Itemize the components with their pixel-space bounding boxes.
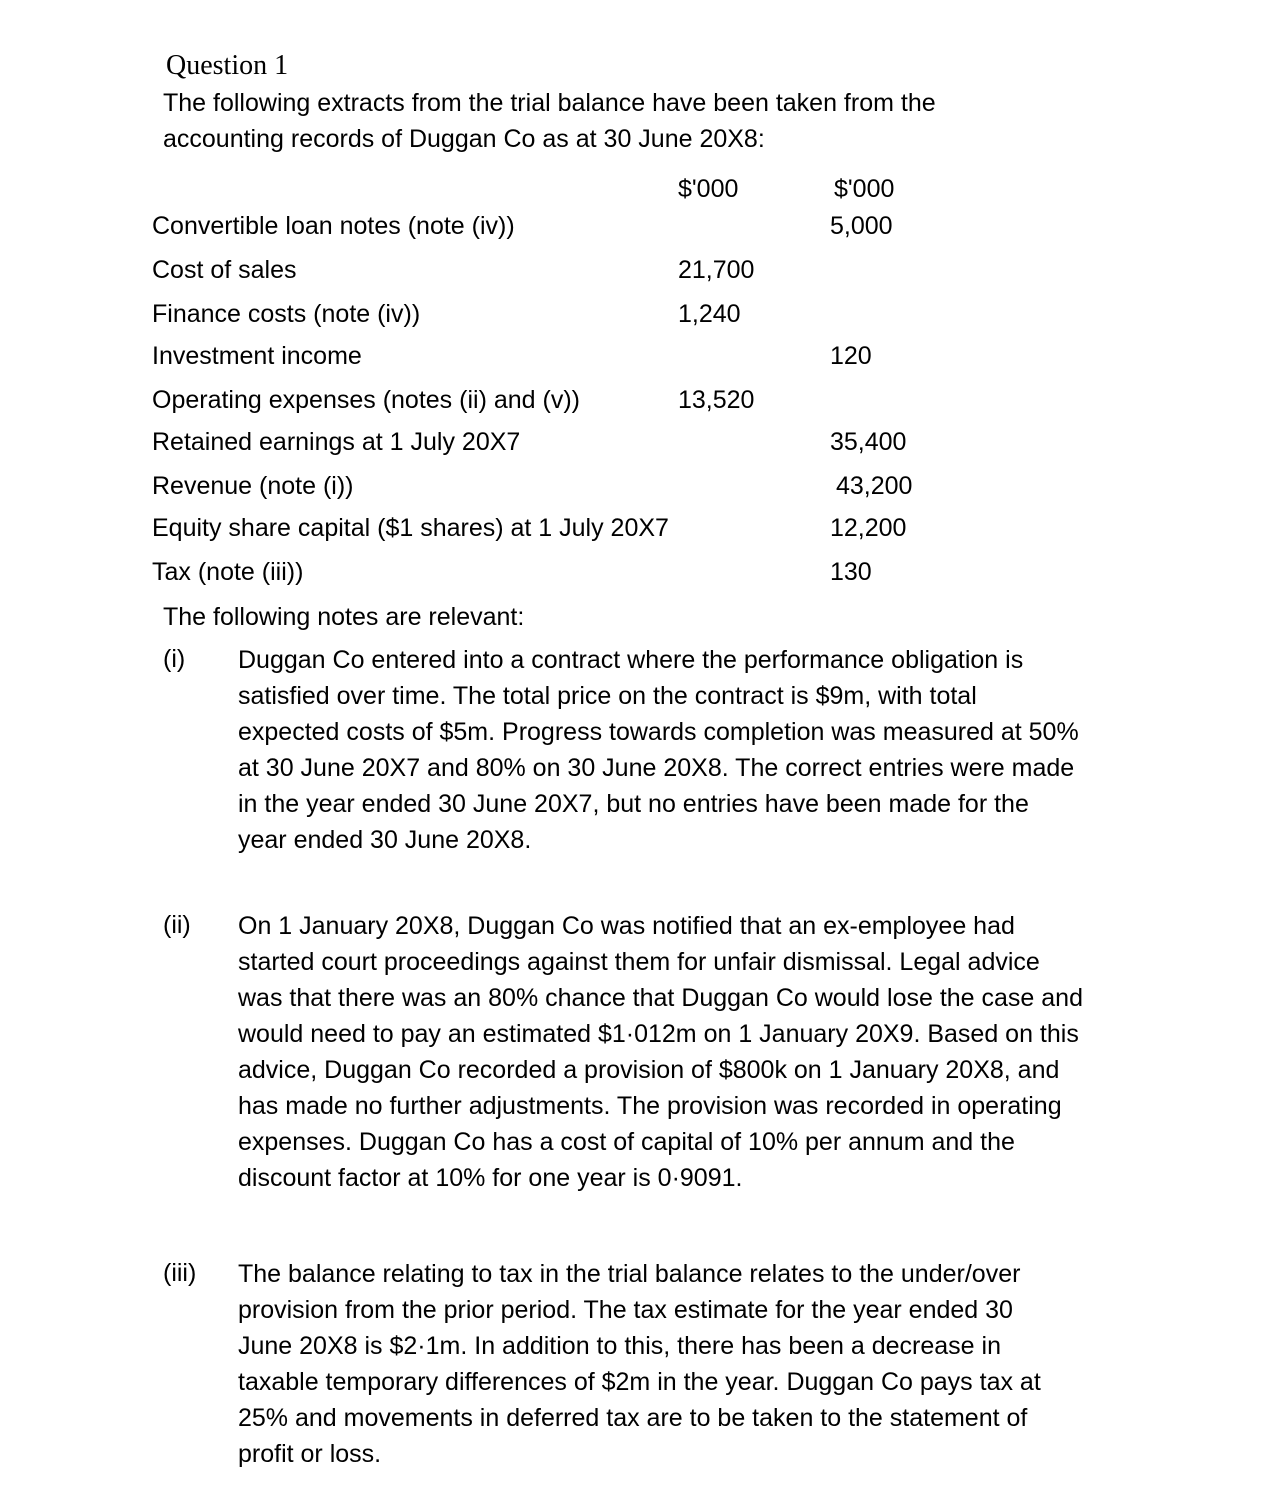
note-marker: (i) — [163, 645, 186, 673]
note-line: 25% and movements in deferred tax are to be taken to the statement of — [238, 1404, 1028, 1432]
debit-column-header: $'000 — [678, 175, 739, 203]
note-line: profit or loss. — [238, 1440, 382, 1468]
note-body — [238, 908, 1148, 1196]
note-line: On 1 January 20X8, Duggan Co was notified that an ex-employee had — [238, 912, 1015, 940]
trial-balance-credit-value: 120 — [830, 342, 872, 370]
note-line: Duggan Co entered into a contract where the performance obligation is — [238, 646, 1024, 674]
note-line: year ended 30 June 20X8. — [238, 826, 532, 854]
trial-balance-row-label: Tax (note (iii)) — [152, 558, 304, 586]
note-body — [238, 1256, 1148, 1472]
note-line: in the year ended 30 June 20X7, but no entries have been made for the — [238, 790, 1029, 818]
trial-balance-row-label: Convertible loan notes (note (iv)) — [152, 212, 515, 240]
note-line: June 20X8 is $2·1m. In addition to this, there has been a decrease in — [238, 1332, 1001, 1360]
trial-balance-credit-value: 43,200 — [836, 472, 913, 500]
trial-balance-credit-value: 5,000 — [830, 212, 893, 240]
trial-balance-row-label: Cost of sales — [152, 256, 297, 284]
trial-balance-credit-value: 12,200 — [830, 514, 907, 542]
note-marker: (iii) — [163, 1259, 197, 1287]
note-line: satisfied over time. The total price on the contract is $9m, with total — [238, 682, 977, 710]
note-line: provision from the prior period. The tax estimate for the year ended 30 — [238, 1296, 1013, 1324]
note-line: expected costs of $5m. Progress towards completion was measured at 50% — [238, 718, 1079, 746]
note-body — [238, 642, 1148, 858]
note-line: would need to pay an estimated $1·012m on 1 January 20X9. Based on this — [238, 1020, 1079, 1048]
trial-balance-debit-value: 21,700 — [678, 256, 755, 284]
note-marker: (ii) — [163, 911, 191, 939]
trial-balance-row-label: Operating expenses (notes (ii) and (v)) — [152, 386, 580, 414]
note-line: advice, Duggan Co recorded a provision of $800k on 1 January 20X8, and — [238, 1056, 1060, 1084]
trial-balance-credit-value: 35,400 — [830, 428, 907, 456]
trial-balance-debit-value: 1,240 — [678, 300, 741, 328]
note-line: started court proceedings against them for unfair dismissal. Legal advice — [238, 948, 1040, 976]
note-line: taxable temporary differences of $2m in the year. Duggan Co pays tax at — [238, 1368, 1041, 1396]
notes-heading: The following notes are relevant: — [163, 603, 525, 631]
question-title: Question 1 — [166, 50, 289, 81]
trial-balance-debit-value: 13,520 — [678, 386, 755, 414]
note-line: has made no further adjustments. The provision was recorded in operating — [238, 1092, 1062, 1120]
trial-balance-row-label: Revenue (note (i)) — [152, 472, 354, 500]
trial-balance-row-label: Equity share capital ($1 shares) at 1 July 20X7 — [152, 514, 669, 542]
intro-line-1: The following extracts from the trial balance have been taken from the — [163, 89, 936, 117]
intro-line-2: accounting records of Duggan Co as at 30 June 20X8: — [163, 125, 765, 153]
credit-column-header: $'000 — [834, 175, 895, 203]
note-line: was that there was an 80% chance that Duggan Co would lose the case and — [238, 984, 1083, 1012]
note-line: expenses. Duggan Co has a cost of capital of 10% per annum and the — [238, 1128, 1015, 1156]
trial-balance-credit-value: 130 — [830, 558, 872, 586]
trial-balance-row-label: Retained earnings at 1 July 20X7 — [152, 428, 521, 456]
note-line: discount factor at 10% for one year is 0·9091. — [238, 1164, 743, 1192]
note-line: The balance relating to tax in the trial balance relates to the under/over — [238, 1260, 1021, 1288]
trial-balance-row-label: Finance costs (note (iv)) — [152, 300, 421, 328]
trial-balance-row-label: Investment income — [152, 342, 362, 370]
note-line: at 30 June 20X7 and 80% on 30 June 20X8. The correct entries were made — [238, 754, 1075, 782]
